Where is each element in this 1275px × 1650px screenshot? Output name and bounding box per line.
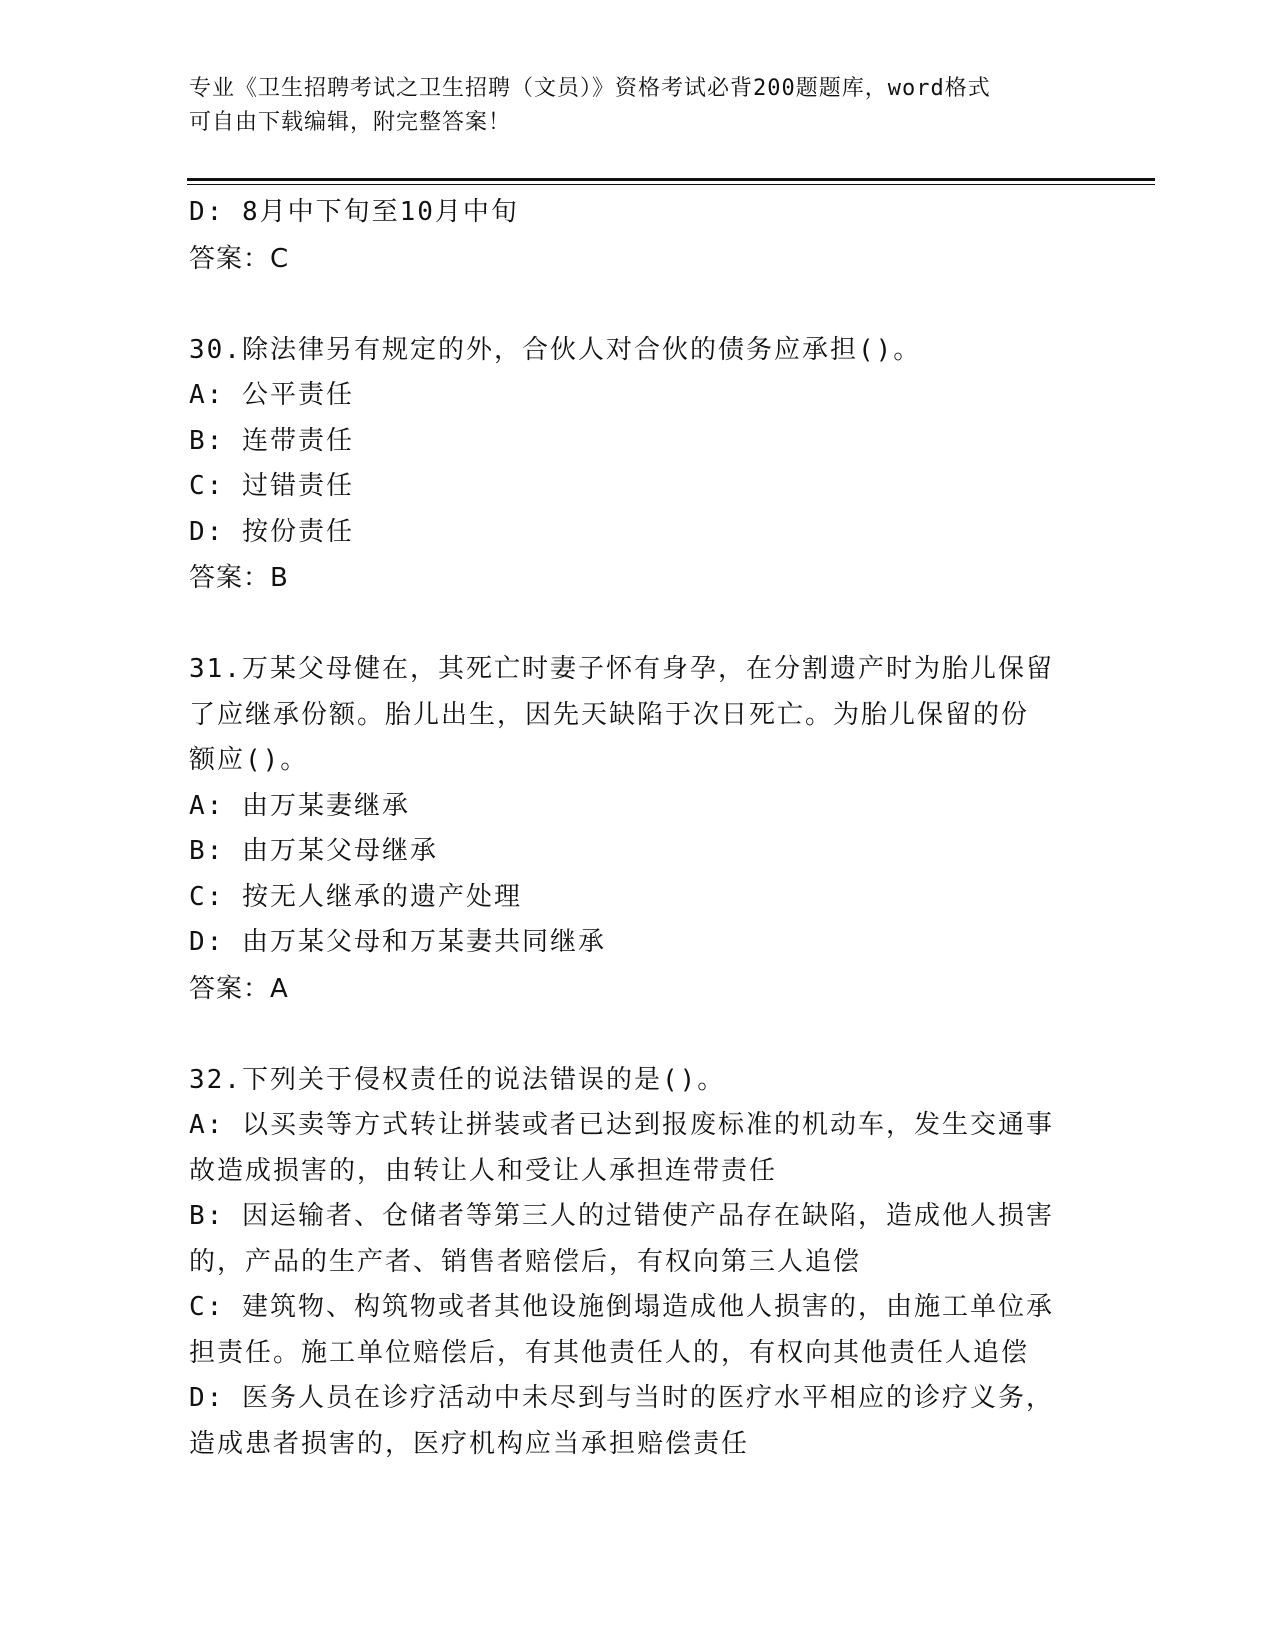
spacer: [189, 601, 1089, 647]
option-b: B: 由万某父母继承: [189, 836, 438, 866]
option-d: D: 8月中下旬至10月中旬: [189, 197, 519, 227]
option-c: C: 过错责任: [189, 471, 354, 501]
question-30: [189, 328, 1089, 602]
option-b-line-1: B: 因运输者、仓储者等第三人的过错使产品存在缺陷，造成他人损害: [189, 1201, 1054, 1231]
option-a: A: 由万某妻继承: [189, 790, 410, 821]
option-c: C: 按无人继承的遗产处理: [189, 881, 522, 912]
page-header: [189, 72, 1069, 140]
option-d-line-2: 造成患者损害的，医疗机构应当承担赔偿责任: [189, 1428, 750, 1459]
option-c-line-1: C: 建筑物、构筑物或者其他设施倒塌造成他人损害的，由施工单位承: [189, 1292, 1054, 1322]
header-title-line-2: 可自由下载编辑，附完整答案！: [189, 110, 512, 135]
option-b-line-2: 的，产品的生产者、销售者赔偿后，有权向第三人追偿: [189, 1246, 862, 1277]
spacer: [189, 282, 1089, 328]
option-b: B: 连带责任: [189, 425, 354, 456]
answer-line: 答案：C: [189, 243, 290, 274]
question-list: [189, 190, 1089, 1467]
option-a-line-2: 故造成损害的，由转让人和受让人承担连带责任: [189, 1155, 778, 1186]
header-divider-thick: [187, 178, 1155, 181]
option-c-line-2: 担责任。施工单位赔偿后，有其他责任人的，有权向其他责任人追偿: [189, 1337, 1030, 1368]
question-29-tail: [189, 190, 1089, 282]
spacer: [189, 1012, 1089, 1058]
answer-line: 答案：B: [189, 563, 289, 593]
question-32: [189, 1058, 1089, 1468]
option-a-line-1: A: 以买卖等方式转让拼装或者已达到报废标准的机动车，发生交通事: [189, 1110, 1054, 1140]
header-title-line-1: 专业《卫生招聘考试之卫生招聘（文员）》资格考试必背200题题库，word格式: [189, 76, 991, 101]
question-stem: 30.除法律另有规定的外，合伙人对合伙的债务应承担()。: [189, 334, 922, 365]
option-d: D: 由万某父母和万某妻共同继承: [189, 927, 606, 957]
option-a: A: 公平责任: [189, 380, 354, 410]
question-stem-line-3: 额应()。: [189, 745, 309, 775]
question-31: [189, 647, 1089, 1012]
answer-line: 答案：A: [189, 973, 289, 1004]
question-stem-line-1: 31.万某父母健在，其死亡时妻子怀有身孕，在分割遗产时为胎儿保留: [189, 654, 1054, 684]
question-stem-line-2: 了应继承份额。胎儿出生，因先天缺陷于次日死亡。为胎儿保留的份: [189, 699, 1030, 730]
option-d-line-1: D: 医务人员在诊疗活动中未尽到与当时的医疗水平相应的诊疗义务，: [189, 1383, 1054, 1413]
option-d: D: 按份责任: [189, 516, 354, 547]
question-stem: 32.下列关于侵权责任的说法错误的是()。: [189, 1064, 726, 1095]
header-divider-thin: [187, 184, 1155, 185]
